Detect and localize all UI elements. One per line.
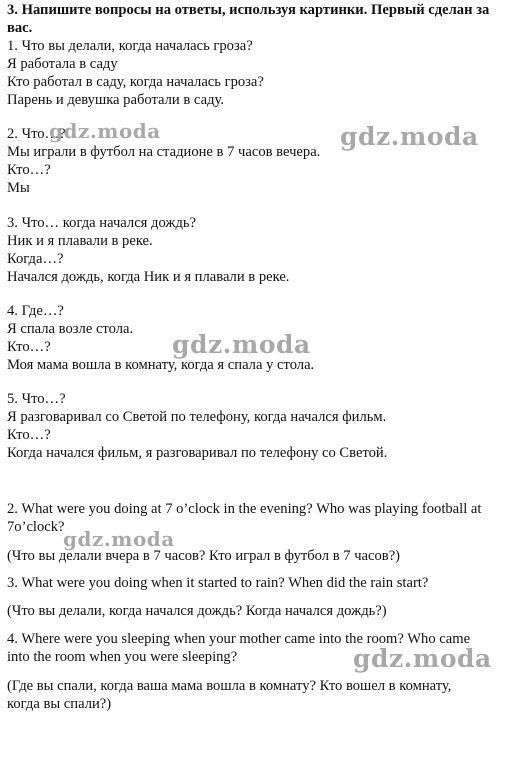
- ex5-question: 5. Что…?: [7, 391, 66, 407]
- task-heading-line2: вас.: [7, 20, 33, 36]
- watermark: gdz.moda: [353, 644, 492, 673]
- ex1-question2: Кто работал в саду, когда началась гроза?: [7, 74, 264, 90]
- ex1-question: 1. Что вы делали, когда началась гроза?: [7, 38, 253, 54]
- answer3-translation: (Что вы делали, когда начался дождь? Когда начался дождь?): [7, 603, 387, 619]
- ex2-answer: Мы играли в футбол на стадионе в 7 часов вечера.: [7, 144, 321, 160]
- watermark: gdz.moda: [49, 119, 161, 143]
- ex2-question: 2. Что…?: [7, 126, 66, 142]
- answer2-english-line1: 2. What were you doing at 7 o’clock in the evening? Who was playing football at: [7, 501, 482, 517]
- ex3-answer2: Начался дождь, когда Ник и я плавали в реке.: [7, 269, 290, 285]
- ex4-answer: Я спала возле стола.: [7, 321, 134, 337]
- ex3-question: 3. Что… когда начался дождь?: [7, 215, 197, 231]
- ex2-answer2: Мы: [7, 180, 30, 196]
- ex4-question2: Кто…?: [7, 339, 51, 355]
- answer2-english-line2: 7o’clock?: [7, 519, 65, 535]
- answer4-english-line2: into the room when you were sleeping?: [7, 649, 238, 665]
- answer3-english: 3. What were you doing when it started to rain? When did the rain start?: [7, 575, 429, 591]
- watermark: gdz.moda: [63, 527, 175, 551]
- ex4-answer2: Моя мама вошла в комнату, когда я спала у стола.: [7, 357, 315, 373]
- ex5-question2: Кто…?: [7, 427, 51, 443]
- answer4-translation-line2: когда вы спали?): [7, 696, 112, 712]
- task-heading-line1: 3. Напишите вопросы на ответы, используя картинки. Первый сделан за: [7, 2, 490, 18]
- answer4-translation-line1: (Где вы спали, когда ваша мама вошла в комнату? Кто вошел в комнату,: [7, 678, 452, 694]
- ex1-answer: Я работала в саду: [7, 56, 118, 72]
- watermark: gdz.moda: [340, 122, 479, 151]
- ex1-answer2: Парень и девушка работали в саду.: [7, 92, 224, 108]
- answer4-english-line1: 4. Where were you sleeping when your mother came into the room? Who came: [7, 631, 471, 647]
- ex4-question: 4. Где…?: [7, 303, 64, 319]
- ex3-answer: Ник и я плавали в реке.: [7, 233, 153, 249]
- watermark: gdz.moda: [172, 330, 311, 359]
- ex5-answer: Я разговаривал со Светой по телефону, когда начался фильм.: [7, 409, 387, 425]
- ex2-question2: Кто…?: [7, 162, 51, 178]
- ex5-answer2: Когда начался фильм, я разговаривал по телефону со Светой.: [7, 445, 388, 461]
- ex3-question2: Когда…?: [7, 251, 64, 267]
- answer2-translation: (Что вы делали вчера в 7 часов? Кто играл в футбол в 7 часов?): [7, 548, 401, 564]
